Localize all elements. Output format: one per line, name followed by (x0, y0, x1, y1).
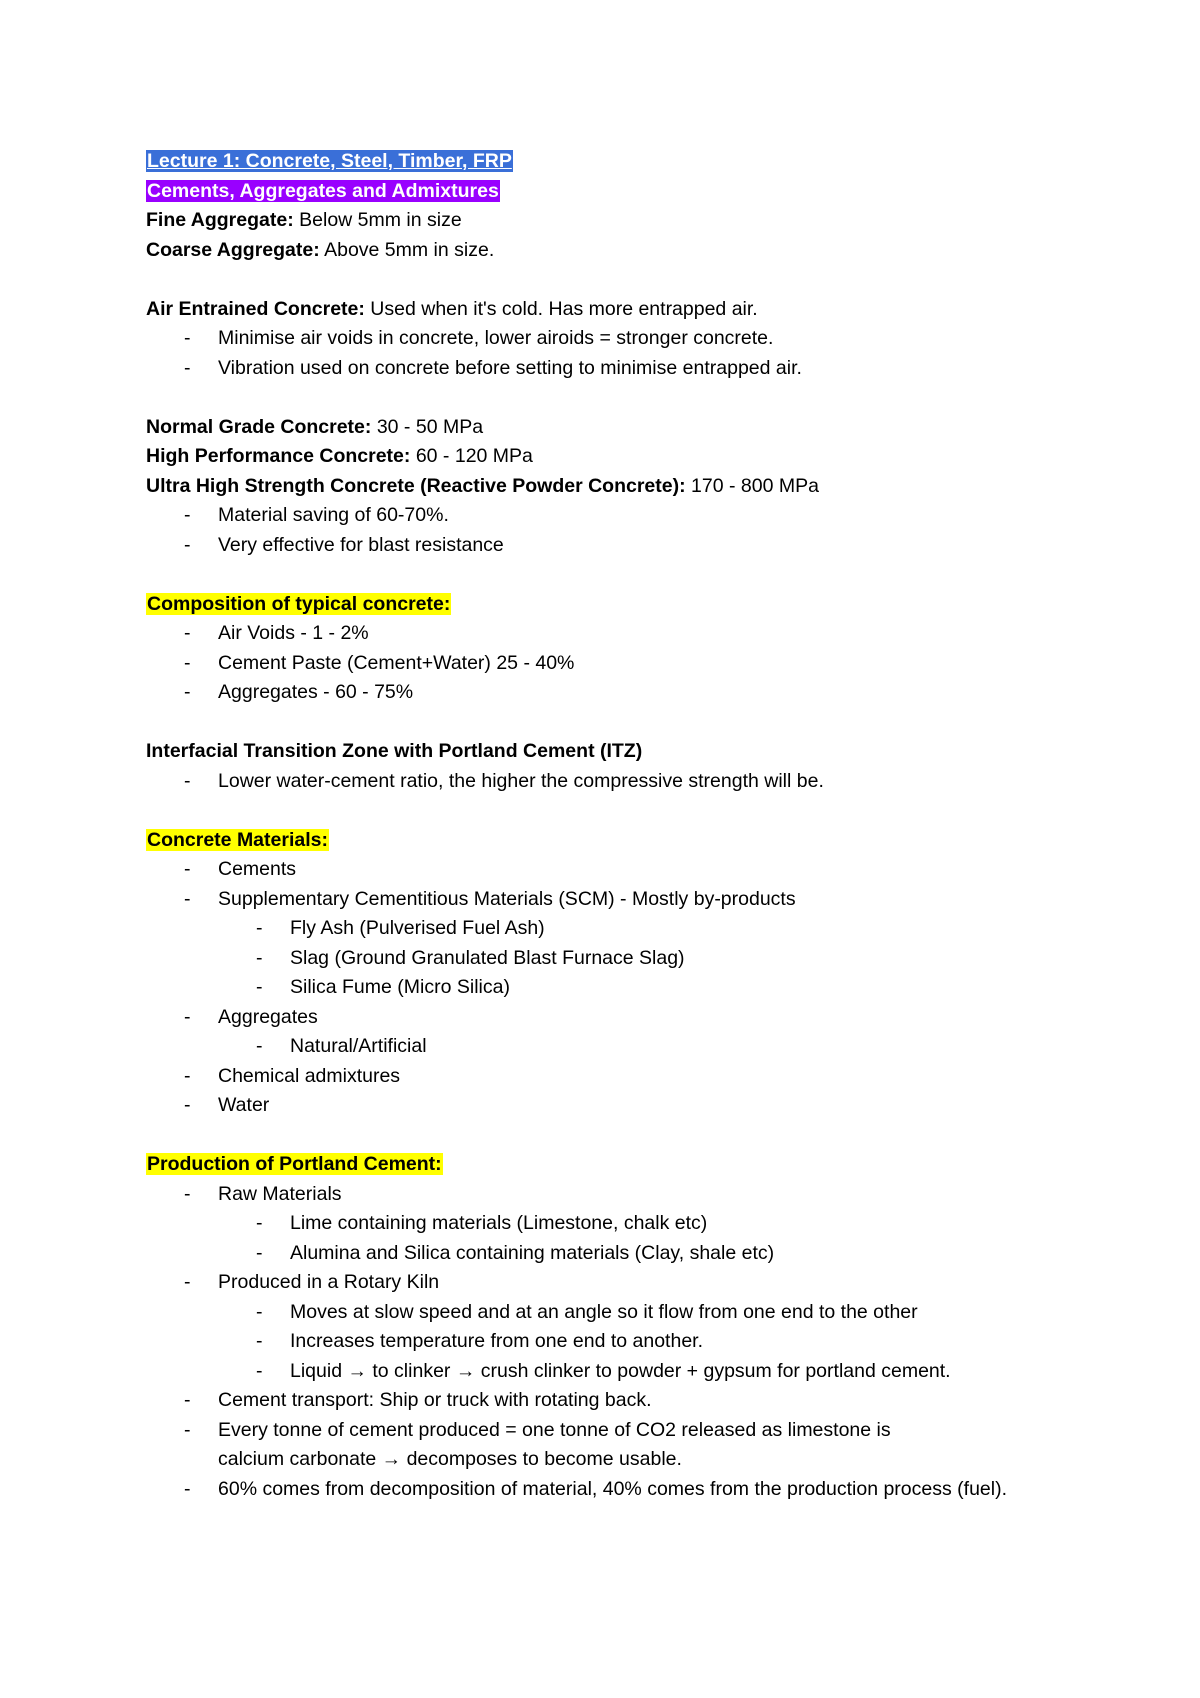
bullet-dash: - (184, 651, 191, 674)
bullet-dash: - (184, 1064, 191, 1087)
high-performance-label: High Performance Concrete: (146, 445, 411, 467)
production-list (146, 1180, 1106, 1505)
sub-list-item (218, 1357, 1020, 1387)
list-item-text: Supplementary Cementitious Materials (SCM) - Mostly by-products (218, 887, 796, 910)
list-item-text: Aggregates - 60 - 75% (218, 681, 414, 703)
bullet-dash: - (256, 1330, 263, 1352)
sub-list-item-text: Liquid → to clinker → crush clinker to powder + gypsum for portland cement. (290, 1359, 951, 1382)
itz-heading: Interfacial Transition Zone with Portland Cement (ITZ) (146, 740, 643, 762)
bullet-dash: - (256, 1035, 263, 1057)
sub-list (218, 1032, 1106, 1062)
itz-heading-line (146, 737, 1106, 767)
document-body (146, 147, 1106, 1504)
bullet-dash: - (184, 1271, 191, 1293)
production-heading-line (146, 1150, 1106, 1180)
list-item-text: Minimise air voids in concrete, lower airoids = stronger concrete. (218, 327, 774, 349)
bullet-dash: - (184, 858, 191, 880)
bullet-dash: - (256, 1212, 263, 1234)
bullet-dash: - (184, 327, 191, 349)
coarse-aggregate-line (146, 236, 1106, 266)
list-item-text: Every tonne of cement produced = one tonne of CO2 released as limestone is calcium carbonate → decomposes to become usable. (218, 1418, 891, 1470)
list-item-text: Very effective for blast resistance (218, 533, 504, 556)
list-item (146, 1386, 1106, 1416)
list-item-text: Aggregates (218, 1005, 318, 1028)
sub-list-item (218, 1209, 1106, 1239)
section-subtitle: Cements, Aggregates and Admixtures (147, 179, 499, 202)
spacer (146, 265, 1106, 295)
list-item-text: Lower water-cement ratio, the higher the compressive strength will be. (218, 769, 824, 792)
list-item-text: Vibration used on concrete before setting to minimise entrapped air. (218, 356, 802, 379)
sub-list-item-text: Silica Fume (Micro Silica) (290, 976, 510, 998)
ultra-high-line (146, 472, 1106, 502)
fine-aggregate-label: Fine Aggregate: (146, 209, 294, 231)
list-item (146, 678, 1106, 708)
sub-list (218, 1209, 1106, 1268)
list-item (146, 885, 1106, 1003)
list-item (146, 1416, 948, 1475)
list-item-text: 60% comes from decomposition of material, 40% comes from the production process (fuel). (218, 1477, 1008, 1500)
list-item-text: Cement transport: Ship or truck with rotating back. (218, 1389, 652, 1411)
bullet-dash: - (184, 356, 191, 379)
production-heading: Production of Portland Cement: (147, 1153, 442, 1175)
spacer (146, 1121, 1106, 1151)
list-item-text: Cement Paste (Cement+Water) 25 - 40% (218, 651, 575, 674)
bullet-dash: - (184, 1182, 191, 1205)
materials-heading-line (146, 826, 1106, 856)
list-item (146, 501, 1106, 531)
materials-list (146, 855, 1106, 1121)
sub-list-item (218, 944, 1106, 974)
bullet-dash: - (256, 917, 263, 939)
sub-list-item-text: Lime containing materials (Limestone, chalk etc) (290, 1212, 708, 1234)
list-item (146, 1003, 1106, 1062)
list-item-text: Air Voids - 1 - 2% (218, 622, 369, 644)
sub-list (218, 1298, 1106, 1387)
bullet-dash: - (256, 976, 263, 998)
title-line (146, 147, 1106, 177)
sub-list-item-text: Alumina and Silica containing materials (Clay, shale etc) (290, 1241, 775, 1264)
coarse-aggregate-text: Above 5mm in size. (319, 238, 495, 261)
normal-grade-text: 30 - 50 MPa (371, 415, 484, 438)
sub-list-item (218, 973, 1106, 1003)
bullet-dash: - (184, 1005, 191, 1028)
air-entrained-text: Used when it's cold. Has more entrapped air. (364, 297, 758, 320)
ultra-high-list (146, 501, 1106, 560)
sub-list-item-text: Increases temperature from one end to another. (290, 1330, 703, 1352)
sub-list-item-text: Natural/Artificial (290, 1035, 427, 1057)
fine-aggregate-text: Below 5mm in size (293, 209, 462, 231)
spacer (146, 708, 1106, 738)
sub-list-item (218, 1298, 1106, 1328)
spacer (146, 796, 1106, 826)
bullet-dash: - (184, 622, 191, 644)
list-item (146, 1268, 1106, 1386)
bullet-dash: - (184, 1389, 191, 1411)
list-item-text: Cements (218, 858, 297, 880)
sub-list-item-text: Moves at slow speed and at an angle so it flow from one end to the other (290, 1300, 918, 1323)
subtitle-line (146, 177, 1106, 207)
coarse-aggregate-label: Coarse Aggregate: (146, 238, 320, 261)
bullet-dash: - (256, 1241, 263, 1264)
ultra-high-label: Ultra High Strength Concrete (Reactive Powder Concrete): (146, 474, 686, 497)
sub-list-item (218, 1032, 1106, 1062)
list-item-text: Produced in a Rotary Kiln (218, 1271, 440, 1293)
materials-heading: Concrete Materials: (147, 828, 328, 851)
bullet-dash: - (184, 1477, 191, 1500)
bullet-dash: - (184, 533, 191, 556)
composition-list (146, 619, 1106, 708)
bullet-dash: - (184, 769, 191, 792)
composition-heading-line (146, 590, 1106, 620)
list-item-text: Material saving of 60-70%. (218, 504, 449, 526)
list-item (146, 767, 1106, 797)
list-item-text: Chemical admixtures (218, 1064, 401, 1087)
list-item (146, 354, 1106, 384)
list-item (146, 1091, 1106, 1121)
list-item (146, 855, 1106, 885)
list-item-text: Raw Materials (218, 1182, 342, 1205)
bullet-dash: - (184, 1418, 191, 1441)
list-item (146, 1062, 1106, 1092)
bullet-dash: - (256, 1300, 263, 1323)
fine-aggregate-line (146, 206, 1106, 236)
bullet-dash: - (256, 1359, 263, 1382)
high-performance-line (146, 442, 1106, 472)
spacer (146, 560, 1106, 590)
normal-grade-label: Normal Grade Concrete: (146, 415, 372, 438)
bullet-dash: - (256, 946, 263, 969)
air-entrained-line (146, 295, 1106, 325)
list-item-text: Water (218, 1094, 270, 1116)
sub-list-item-text: Fly Ash (Pulverised Fuel Ash) (290, 917, 545, 939)
ultra-high-text: 170 - 800 MPa (685, 474, 819, 497)
list-item (146, 1475, 1028, 1505)
air-entrained-label: Air Entrained Concrete: (146, 297, 365, 320)
list-item (146, 531, 1106, 561)
sub-list-item (218, 914, 1106, 944)
bullet-dash: - (184, 681, 191, 703)
sub-list-item (218, 1327, 1106, 1357)
high-performance-text: 60 - 120 MPa (410, 445, 533, 467)
list-item (146, 1180, 1106, 1269)
normal-grade-line (146, 413, 1106, 443)
list-item (146, 324, 1106, 354)
itz-list (146, 767, 1106, 797)
bullet-dash: - (184, 1094, 191, 1116)
bullet-dash: - (184, 504, 191, 526)
composition-heading: Composition of typical concrete: (147, 592, 451, 615)
sub-list-item (218, 1239, 1106, 1269)
list-item (146, 619, 1106, 649)
sub-list-item-text: Slag (Ground Granulated Blast Furnace Slag) (290, 946, 685, 969)
spacer (146, 383, 1106, 413)
lecture-title-link[interactable]: Lecture 1: Concrete, Steel, Timber, FRP (147, 150, 512, 172)
list-item (146, 649, 1106, 679)
sub-list (218, 914, 1106, 1003)
bullet-dash: - (184, 887, 191, 910)
air-entrained-list (146, 324, 1106, 383)
